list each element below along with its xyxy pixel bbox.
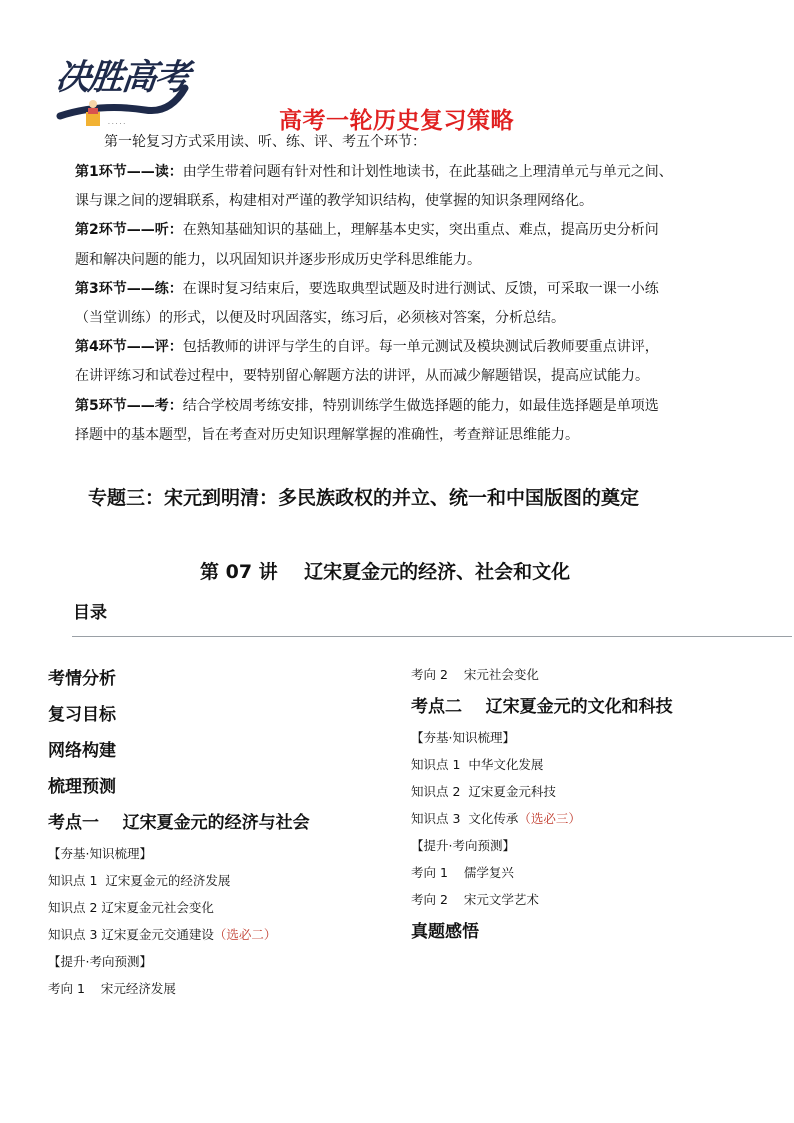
lecture-title: 第 07 讲 辽宋夏金元的经济、社会和文化	[200, 561, 571, 583]
step-line	[75, 422, 725, 449]
step-text: 由学生带着问题有针对性和计划性地读书，在此基础之上理清单元与单元之间、	[182, 164, 673, 180]
toc-item[interactable]	[48, 808, 310, 833]
step-text: 在讲评练习和试卷过程中，要特别留心解题方法的讲评，从而减少解题错误，提高应试能力。	[75, 368, 649, 385]
step-label: 第3环节——练：	[75, 280, 183, 297]
toc-item-label: 知识点 3 文化传承	[411, 811, 519, 826]
step-label: 第1环节——读：	[75, 164, 183, 180]
toc-item-label: 真题感悟	[411, 922, 479, 942]
step-text: 包括教师的讲评与学生的自评。每一单元测试及模块测试后教师要重点讲评，	[182, 339, 659, 356]
toc-item[interactable]	[48, 871, 230, 889]
toc-item[interactable]	[48, 979, 176, 997]
step-line	[75, 188, 725, 215]
toc-item-label: 考点二 辽宋夏金元的文化和科技	[411, 697, 673, 717]
step-line	[75, 247, 725, 274]
step-line	[75, 305, 725, 332]
toc-item-label: 网络构建	[48, 741, 116, 761]
toc-item[interactable]	[411, 665, 539, 683]
step-text: （当堂训练）的形式，以便及时巩固落实，练习后，必须核对答案，分析总结。	[75, 310, 565, 326]
step-text: 在课时复习结束后，要选取典型试题及时进行测试、反馈，可采取一课一小练	[182, 280, 659, 297]
toc-item-label: 【提升·考向预测】	[411, 838, 515, 853]
toc-item[interactable]	[48, 952, 152, 970]
toc-item-note: （选必二）	[213, 927, 277, 942]
toc-item-label: 知识点 2 辽宋夏金元科技	[411, 784, 556, 799]
toc-item[interactable]	[48, 772, 116, 797]
divider	[72, 636, 792, 637]
toc-item[interactable]	[411, 863, 514, 881]
step-line	[75, 334, 725, 361]
step-text: 结合学校周考练安排，特别训练学生做选择题的能力，如最佳选择题是单项选	[182, 397, 659, 414]
toc-item-label: 考情分析	[48, 669, 116, 689]
toc-item-label: 考向 1 宋元经济发展	[48, 981, 176, 996]
page-title: 高考一轮历史复习策略	[279, 108, 514, 134]
toc-item-label: 考向 2 宋元文学艺术	[411, 892, 539, 907]
intro-text: 第一轮复习方式采用读、听、练、评、考五个环节：	[104, 134, 426, 150]
toc-item[interactable]	[48, 898, 214, 916]
toc-item[interactable]	[411, 890, 539, 908]
topic-title: 专题三：宋元到明清：多民族政权的并立、统一和中国版图的奠定	[88, 487, 640, 509]
toc-label: 目录	[73, 603, 107, 623]
toc-item-label: 知识点 3 辽宋夏金元交通建设	[48, 927, 214, 942]
toc-item-label: 复习目标	[48, 705, 116, 725]
toc-item[interactable]	[48, 664, 116, 689]
toc-item-label: 考向 2 宋元社会变化	[411, 667, 539, 682]
toc-item[interactable]	[411, 836, 515, 854]
toc-item[interactable]	[411, 809, 581, 827]
toc-item[interactable]	[48, 700, 116, 725]
step-text: 在熟知基础知识的基础上，理解基本史实，突出重点、难点，提高历史分析问	[182, 222, 659, 239]
toc-item-label: 知识点 1 辽宋夏金元的经济发展	[48, 873, 231, 888]
step-text: 题和解决问题的能力，以巩固知识并逐步形成历史学科思维能力。	[75, 251, 481, 268]
toc-item[interactable]	[411, 917, 479, 942]
toc-item-label: 梳理预测	[48, 777, 116, 797]
step-line	[75, 159, 725, 186]
step-line	[75, 363, 725, 390]
toc-item[interactable]	[411, 782, 556, 800]
step-label: 第4环节——评：	[75, 339, 183, 356]
step-label: 第5环节——考：	[75, 397, 183, 414]
step-label: 第2环节——听：	[75, 222, 183, 239]
step-line	[75, 276, 725, 303]
toc-item-label: 【夯基·知识梳理】	[411, 730, 515, 745]
svg-text:· · · · ·: · · · · ·	[108, 121, 126, 128]
toc-item[interactable]	[411, 692, 673, 717]
step-text: 择题中的基本题型，旨在考查对历史知识理解掌握的准确性，考查辩证思维能力。	[75, 426, 579, 443]
step-line	[75, 393, 725, 420]
toc-item-label: 知识点 1 中华文化发展	[411, 757, 544, 772]
toc-item[interactable]	[48, 925, 276, 943]
toc-item[interactable]	[48, 736, 116, 761]
toc-item-label: 【夯基·知识梳理】	[48, 846, 152, 861]
toc-item[interactable]	[48, 844, 152, 862]
toc-item[interactable]	[411, 728, 515, 746]
toc-item-label: 考向 1 儒学复兴	[411, 865, 514, 880]
toc-item-label: 知识点 2 辽宋夏金元社会变化	[48, 900, 214, 915]
step-text: 课与课之间的逻辑联系，构建相对严谨的教学知识结构，使掌握的知识条理网络化。	[75, 193, 593, 210]
toc-item-label: 考点一 辽宋夏金元的经济与社会	[48, 813, 310, 833]
step-line	[75, 217, 725, 244]
logo-text: 决胜高考	[53, 57, 190, 98]
toc-item[interactable]	[411, 755, 543, 773]
toc-item-label: 【提升·考向预测】	[48, 954, 152, 969]
toc-item-note: （选必三）	[518, 811, 581, 826]
